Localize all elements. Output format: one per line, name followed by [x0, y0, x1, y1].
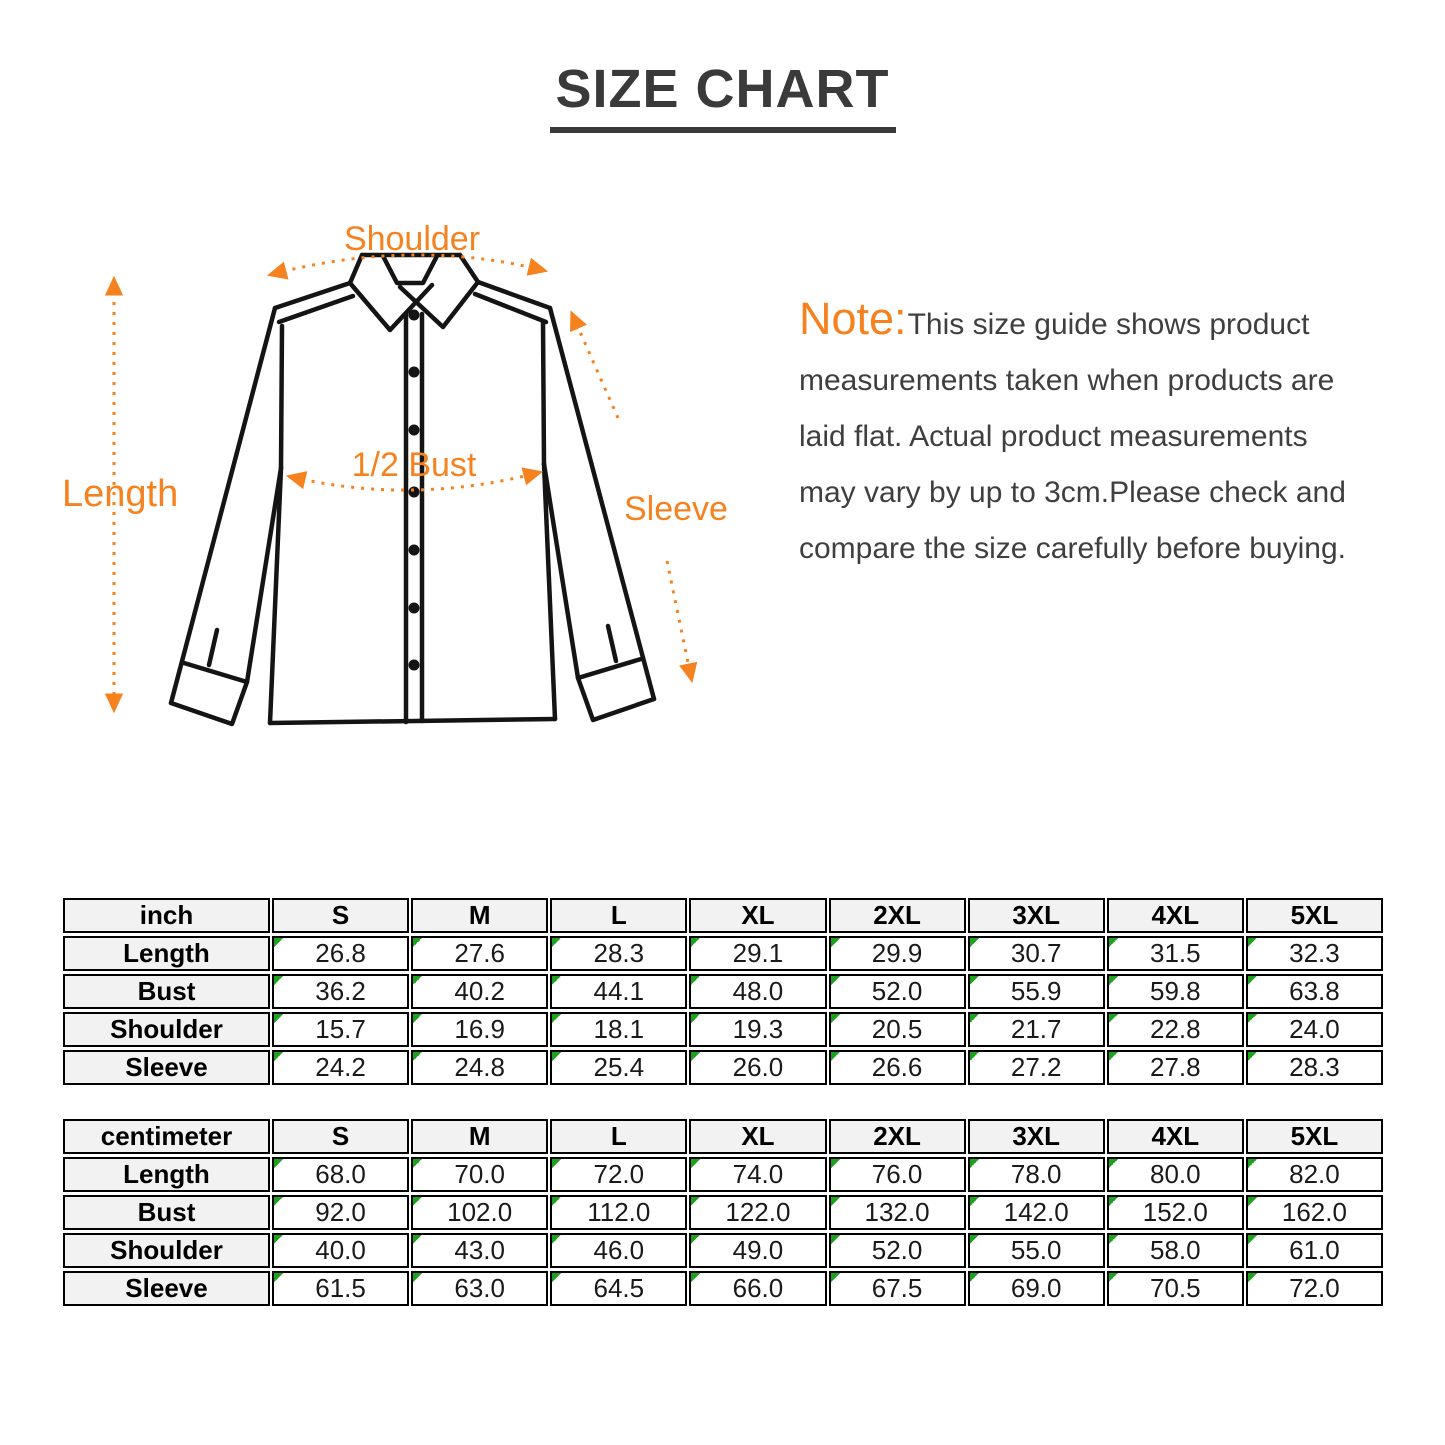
note-line: measurements taken when products are: [799, 364, 1335, 397]
inch-size-table: [61, 895, 1385, 1088]
measurement-cell: 27.2: [968, 1050, 1105, 1085]
centimeter-size-table: [61, 1116, 1385, 1309]
measurement-cell: 26.6: [829, 1050, 966, 1085]
measurement-cell: 80.0: [1107, 1157, 1244, 1192]
note-prefix: Note:: [799, 293, 907, 344]
measurement-cell: 26.8: [272, 936, 409, 971]
header-row: [63, 1119, 1383, 1154]
measurement-cell: 92.0: [272, 1195, 409, 1230]
measurement-cell: 55.9: [968, 974, 1105, 1009]
measurement-cell: 66.0: [689, 1271, 826, 1306]
col-header: 4XL: [1107, 898, 1244, 933]
col-header: 5XL: [1246, 898, 1383, 933]
row-label-cell: Shoulder: [63, 1012, 270, 1047]
table-row: [63, 1050, 1383, 1085]
measurement-cell: 30.7: [968, 936, 1105, 971]
shirt-left-sleeve: [171, 308, 282, 724]
page-title: [0, 60, 1445, 133]
row-label-cell: Length: [63, 936, 270, 971]
measurement-cell: 74.0: [689, 1157, 826, 1192]
measurement-cell: 122.0: [689, 1195, 826, 1230]
row-label-cell: Bust: [63, 974, 270, 1009]
sleeve-label: Sleeve: [624, 490, 728, 528]
row-label-cell: Bust: [63, 1195, 270, 1230]
measurement-cell: 22.8: [1107, 1012, 1244, 1047]
measurement-cell: 63.8: [1246, 974, 1383, 1009]
col-header: XL: [689, 1119, 826, 1154]
col-header: XL: [689, 898, 826, 933]
col-header: 3XL: [968, 898, 1105, 933]
measurement-cell: 69.0: [968, 1271, 1105, 1306]
measurement-cell: 24.2: [272, 1050, 409, 1085]
table-row: [63, 936, 1383, 971]
measurement-cell: 15.7: [272, 1012, 409, 1047]
measurement-cell: 40.0: [272, 1233, 409, 1268]
sleeve-arrow-upper: [573, 316, 618, 418]
col-header: L: [550, 898, 687, 933]
measurement-cell: 18.1: [550, 1012, 687, 1047]
row-label-cell: Length: [63, 1157, 270, 1192]
col-header: M: [411, 898, 548, 933]
note-text: This size guide shows product: [907, 308, 1310, 341]
measurement-cell: 102.0: [411, 1195, 548, 1230]
row-label-cell: Sleeve: [63, 1050, 270, 1085]
measurement-cell: 82.0: [1246, 1157, 1383, 1192]
bust-label: 1/2 Bust: [351, 446, 477, 484]
col-header: 4XL: [1107, 1119, 1244, 1154]
table-row: [63, 1157, 1383, 1192]
col-header: 3XL: [968, 1119, 1105, 1154]
measurement-cell: 55.0: [968, 1233, 1105, 1268]
measurement-cell: 44.1: [550, 974, 687, 1009]
measurement-cell: 162.0: [1246, 1195, 1383, 1230]
measurement-cell: 19.3: [689, 1012, 826, 1047]
unit-header-cell: inch: [63, 898, 270, 933]
row-label-cell: Shoulder: [63, 1233, 270, 1268]
note-line: laid flat. Actual product measurements: [799, 420, 1308, 453]
unit-header-cell: centimeter: [63, 1119, 270, 1154]
measurement-cell: 21.7: [968, 1012, 1105, 1047]
measurement-cell: 29.1: [689, 936, 826, 971]
measurement-cell: 27.8: [1107, 1050, 1244, 1085]
shoulder-label: Shoulder: [343, 220, 481, 258]
table-row: [63, 1195, 1383, 1230]
table-row: [63, 1012, 1383, 1047]
measurement-cell: 49.0: [689, 1233, 826, 1268]
measurement-cell: 112.0: [550, 1195, 687, 1230]
measurement-cell: 48.0: [689, 974, 826, 1009]
col-header: 2XL: [829, 1119, 966, 1154]
measurement-cell: 67.5: [829, 1271, 966, 1306]
measurement-cell: 52.0: [829, 974, 966, 1009]
measurement-cell: 16.9: [411, 1012, 548, 1047]
measurement-cell: 40.2: [411, 974, 548, 1009]
measurement-cell: 24.8: [411, 1050, 548, 1085]
measurement-cell: 25.4: [550, 1050, 687, 1085]
measurement-cell: 58.0: [1107, 1233, 1244, 1268]
length-label: Length: [62, 473, 179, 515]
measurement-cell: 52.0: [829, 1233, 966, 1268]
measurement-cell: 26.0: [689, 1050, 826, 1085]
col-header: L: [550, 1119, 687, 1154]
measurement-cell: 64.5: [550, 1271, 687, 1306]
note-line: compare the size carefully before buying.: [799, 532, 1346, 565]
measurement-cell: 70.0: [411, 1157, 548, 1192]
measurement-cell: 132.0: [829, 1195, 966, 1230]
measurement-cell: 70.5: [1107, 1271, 1244, 1306]
measurement-cell: 24.0: [1246, 1012, 1383, 1047]
table-row: [63, 974, 1383, 1009]
page-title-text: SIZE CHART: [550, 60, 896, 133]
col-header: M: [411, 1119, 548, 1154]
sleeve-arrow-lower: [667, 561, 691, 677]
note-line: may vary by up to 3cm.Please check and: [799, 476, 1346, 509]
measurement-cell: 28.3: [550, 936, 687, 971]
note-line: [799, 293, 1411, 353]
measurement-cell: 59.8: [1107, 974, 1244, 1009]
col-header: S: [272, 898, 409, 933]
measurement-cell: 63.0: [411, 1271, 548, 1306]
shirt-measurement-diagram: [60, 190, 760, 770]
measurement-cell: 142.0: [968, 1195, 1105, 1230]
note-block: [799, 293, 1411, 577]
measurement-cell: 76.0: [829, 1157, 966, 1192]
measurement-cell: 27.6: [411, 936, 548, 971]
measurement-cell: 46.0: [550, 1233, 687, 1268]
measurement-cell: 36.2: [272, 974, 409, 1009]
measurement-cell: 78.0: [968, 1157, 1105, 1192]
measurement-cell: 61.0: [1246, 1233, 1383, 1268]
table-row: [63, 1271, 1383, 1306]
col-header: S: [272, 1119, 409, 1154]
measurement-cell: 72.0: [1246, 1271, 1383, 1306]
col-header: 5XL: [1246, 1119, 1383, 1154]
measurement-cell: 31.5: [1107, 936, 1244, 971]
measurement-cell: 43.0: [411, 1233, 548, 1268]
measurement-cell: 152.0: [1107, 1195, 1244, 1230]
measurement-cell: 61.5: [272, 1271, 409, 1306]
measurement-cell: 72.0: [550, 1157, 687, 1192]
table-row: [63, 1233, 1383, 1268]
measurement-cell: 29.9: [829, 936, 966, 971]
measurement-cell: 28.3: [1246, 1050, 1383, 1085]
col-header: 2XL: [829, 898, 966, 933]
header-row: [63, 898, 1383, 933]
measurement-cell: 68.0: [272, 1157, 409, 1192]
measurement-cell: 20.5: [829, 1012, 966, 1047]
measurement-cell: 32.3: [1246, 936, 1383, 971]
row-label-cell: Sleeve: [63, 1271, 270, 1306]
